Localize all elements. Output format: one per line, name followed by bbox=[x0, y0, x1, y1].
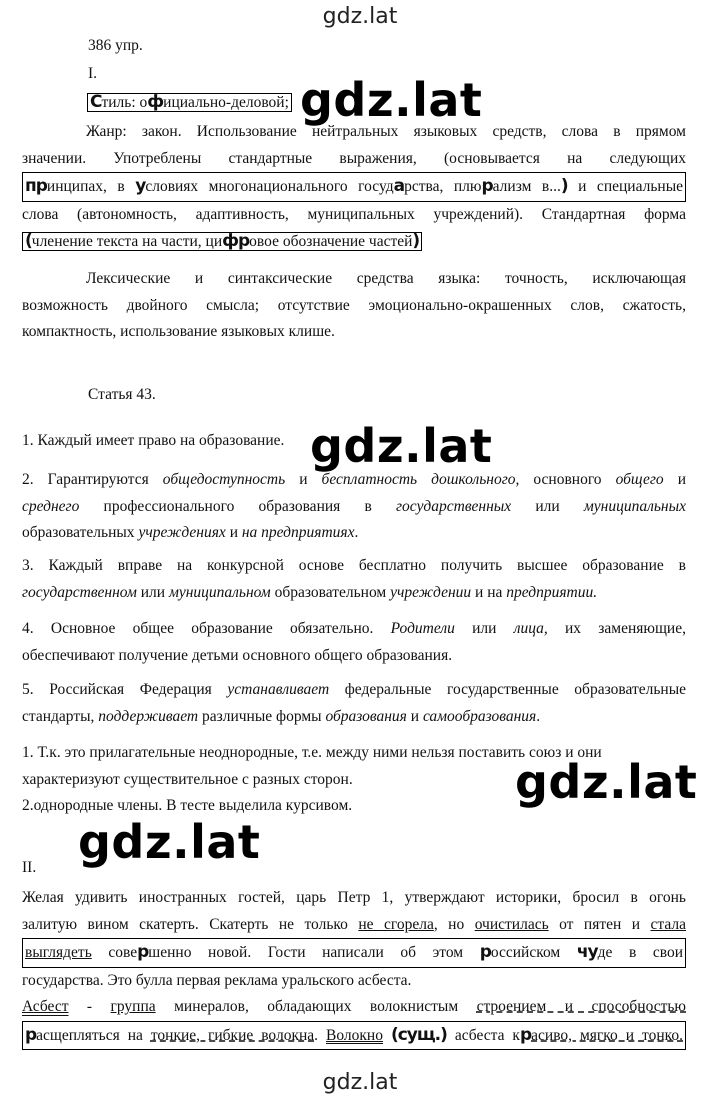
boxed-line: принципах, в условиях многонационального государства, плюрализм в...) и специальные bbox=[22, 172, 686, 202]
boxed-line: выглядеть совершенно новой. Гости написали об этом российском чуде в свои bbox=[22, 938, 686, 968]
boxed-line: расщепляться на тонкие, гибкие волокна. Волокно (сущ.) асбеста красиво, мягко и тонко. bbox=[22, 1021, 686, 1051]
watermark-logo: gdz.lat bbox=[515, 755, 698, 809]
style-line: Стиль: официально-деловой; bbox=[87, 89, 292, 117]
genre-paragraph: Жанр: закон. Использование нейтральных языковых средств, слова в прямом значении. Употреблены стандартные выражения, (основывается на следующих принципах, в условиях многонационального государства, плюрализм в...) и специальные слова (автономность, адаптивность, муниципальных учреждений). Стандартная форма (членение текста на части, цифровое обозначение частей) bbox=[22, 119, 686, 256]
watermark-logo: gdz.lat bbox=[300, 73, 483, 127]
answers-block: 1. Т.к. это прилагательные неоднородные, т.е. между ними нельзя поставить союз и они характеризуют существительное с разных сторон. 2.однородные члены. В тесте выделила курсивом. bbox=[22, 744, 602, 814]
article-item-4: 4. Основное общее образование обязательно. Родители или лица, их заменяющие, обеспечивают получение детьми основного общего образования. bbox=[22, 620, 686, 664]
article-item-5: 5. Российская Федерация устанавливает федеральные государственные образовательные стандарты, поддерживает различные формы образования и самообразования. bbox=[22, 681, 686, 725]
watermark-bottom: gdz.lat bbox=[322, 1070, 398, 1095]
article-item-3: 3. Каждый вправе на конкурсной основе бесплатно получить высшее образование в государственном или муниципальном образовательном учреждении и на предприятии. bbox=[22, 557, 686, 601]
article-item-2: 2. Гарантируются общедоступность и бесплатность дошкольного, основного общего и среднего профессионального образования в государственных или муниципальных образовательных учреждениях и на предприятиях. bbox=[22, 471, 687, 541]
part-two-text: Желая удивить иностранных гостей, царь Петр 1, утверждают историки, бросил в огонь залитую вином скатерть. Скатерть не только не сгорела, но очистилась от пятен и стала выглядеть совершенно новой. Гости написали об этом российском чуде в свои государства. Это булла первая реклама уральского асбеста. Асбест - группа минералов, обладающих волокнистым строением и способностью расщепляться на тонкие, гибкие волокна. Волокно (сущ.) асбеста красиво, мягко и тонко. bbox=[22, 885, 686, 1050]
part-one-label: I. bbox=[88, 65, 98, 82]
boxed-form-line: (членение текста на части, цифровое обозначение частей) bbox=[22, 228, 686, 256]
article-item-1: 1. Каждый имеет право на образование. bbox=[22, 432, 285, 449]
watermark-logo: gdz.lat bbox=[310, 419, 493, 473]
exercise-number: 386 упр. bbox=[88, 37, 143, 54]
part-two-label: II. bbox=[22, 859, 37, 876]
article-title: Статья 43. bbox=[88, 386, 156, 403]
lexical-paragraph: Лексические и синтаксические средства языка: точность, исключающая возможность двойного смысла; отсутствие эмоционально-окрашенных слов, сжатость, компактность, использование языковых клише. bbox=[22, 270, 686, 340]
watermark-logo: gdz.lat bbox=[78, 815, 261, 869]
watermark-top: gdz.lat bbox=[322, 4, 398, 29]
